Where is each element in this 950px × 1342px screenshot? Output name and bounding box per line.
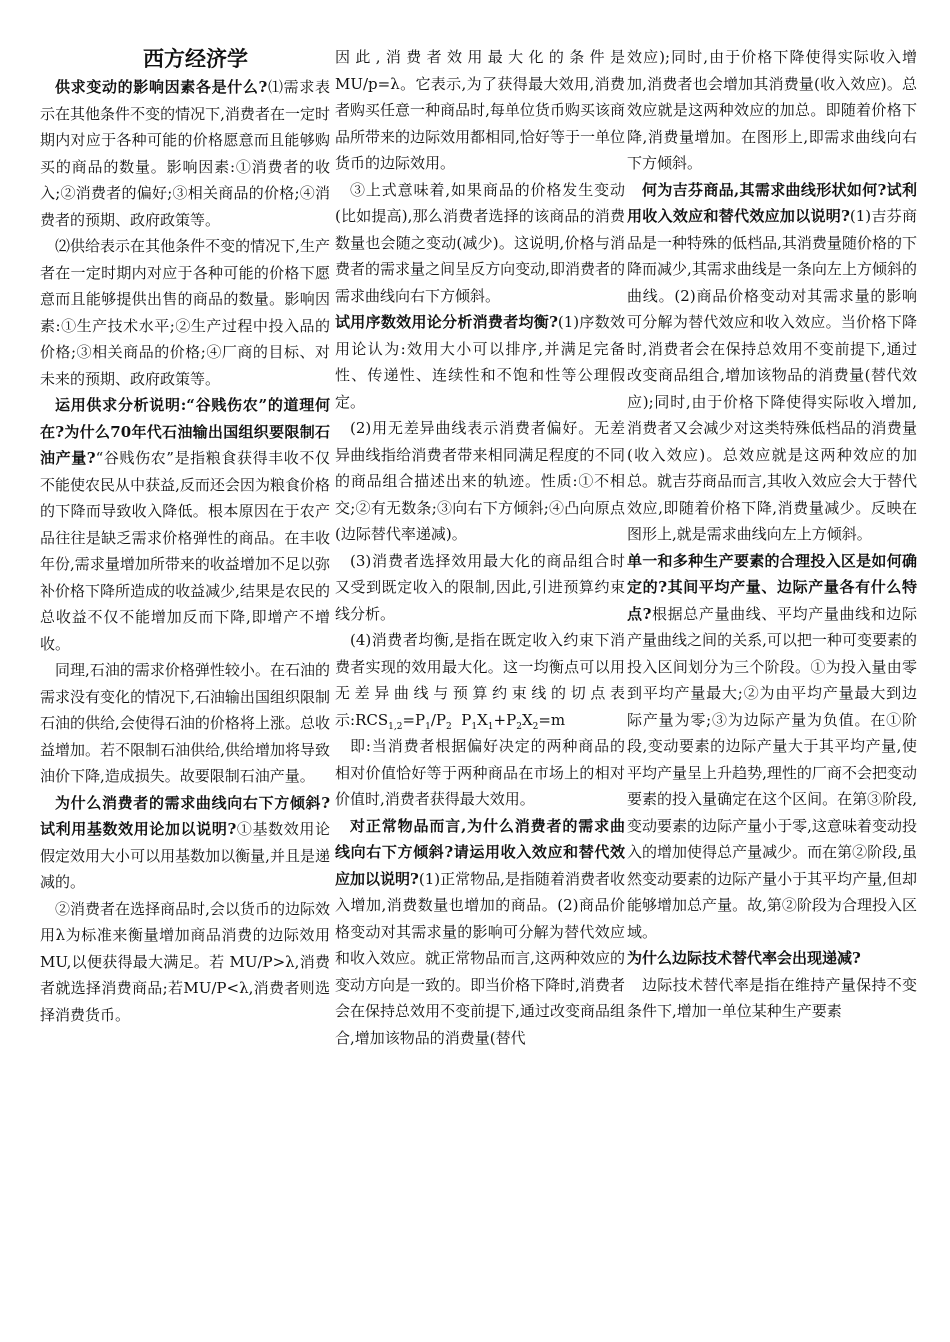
paragraph: (3)消费者选择效用最大化的商品组合时又受到既定收入的限制,因此,引进预算约束线分析。 [335, 551, 625, 623]
answer-text: ⑴需求表示在其他条件不变的情况下,消费者在一定时期内对应于各种可能的价格愿意而且能够购买的商品的数量。影响因素:①消费者的收入;②消费者的偏好;③相关商品的价格;④消费者的预期、政府政策等。 [40, 78, 330, 229]
paragraph [627, 945, 917, 972]
answer-text: (1)吉芬商品是一种特殊的低档品,其消费量随价格的下降而减少,其需求曲线是一条向左上方倾斜的曲线。(2)商品价格变动对其需求量的影响可分解为替代效应和收入效应。当价格下降时,消费者会在保持总效用不变前提下,通过改变商品组合,增加该物品的消费量(替代效应);同时,由于价格下降使得实际收入增加,消费者又会减少对这类特殊低档品的消费量(收入效应)。总效应就是这两种效应的加总。就吉芬商品而言,其收入效应会大于替代效应,即随着价格下降,消费量减少。反映在图形上,就是需求曲线向左上方倾斜。 [627, 207, 917, 543]
question-heading: 单一和多种生产要素的合理投入区是如何确定的?其间平均产量、边际产量各有什么特点? [627, 551, 917, 623]
paragraph [40, 790, 330, 896]
question-heading: 为什么消费者的需求曲线向右下方倾斜?试利用基数效用论加以说明? [40, 793, 330, 838]
paragraph [335, 309, 625, 415]
paragraph: ②消费者在选择商品时,会以货币的边际效用λ为标准来衡量增加商品消费的边际效用MU,以便获得最大满足。若 MU/P>λ,消费者就选择消费商品;若MU/P<λ,消费者则选择消费货币。 [40, 899, 330, 1024]
paragraph: 效应);同时,由于价格下降使得实际收入增加,消费者也会增加其消费量(收入效应)。总效应就是这两种效应的加总。即随着价格下降,消费量增加。在图形上,即需求曲线向右下方倾斜。 [627, 48, 917, 172]
paragraph: 即:当消费者根据偏好决定的两种商品的相对价值恰好等于两种商品在市场上的相对价值时,消费者获得最大效用。 [335, 737, 625, 808]
answer-text: (1)序数效用论认为:效用大小可以排序,并满足完备性、传递性、连续性和不饱和性等公理假定。 [335, 313, 625, 411]
paragraph [335, 813, 625, 1052]
equilibrium-equation: $RCS_{1,2}=P_1/P_2$ $P_1X_1+P_2X_2=m$ [355, 710, 566, 732]
paragraph [40, 74, 330, 233]
answer-text: 根据总产量曲线、平均产量曲线和边际产量曲线之间的关系,可以把一种可变要素的投入区间划分为三个阶段。①为投入量由零到平均产量最大;②为由平均产量最大到边际产量为零;③为边际产量为负值。在①阶段,变动要素的边际产量大于其平均产量,使平均产量呈上升趋势,理性的厂商不会把变动要素的投入量确定在这个区间。在第③阶段,变动要素的边际产量小于零,这意味着变动投入的增加使得总产量减少。而在第②阶段,虽然变动要素的边际产量小于其平均产量,但却能够增加总产量。故,第②阶段为合理投入区域。 [627, 604, 917, 941]
paragraph [335, 627, 625, 733]
paragraph: 边际技术替代率是指在维持产量保持不变条件下,增加一单位某种生产要素 [627, 975, 917, 1020]
answer-text: ①基数效用论假定效用大小可以用基数加以衡量,并且是递减的。 [40, 820, 330, 891]
question-heading: 对正常物品而言,为什么消费者的需求曲线向右下方倾斜?请运用收入效应和替代效应加以说明? [335, 816, 625, 888]
column-2 [335, 44, 625, 1051]
answer-text: “谷贱伤农”是指粮食获得丰收不仅不能使农民从中获益,反而还会因为粮食价格的下降而导致收入降低。根本原因在于农产品往往是缺乏需求价格弹性的商品。在丰收年份,需求量增加所带来的收益增加不足以弥补价格下降所造成的收益减少,结果是农民的总收益不仅不能增加反而下降,即增产不增收。 [40, 449, 330, 653]
paragraph [627, 177, 917, 548]
document-title: 西方经济学 [143, 46, 248, 71]
paragraph [40, 392, 330, 657]
paragraph: (2)用无差异曲线表示消费者偏好。无差异曲线指给消费者带来相同满足程度的不同的商品组合描述出来的轨迹。性质:①不相交;②有无数条;③向右下方倾斜;④凸向原点(边际替代率递减)。 [335, 419, 625, 543]
question-heading: 供求变动的影响因素各是什么? [55, 78, 268, 96]
column-1 [40, 44, 330, 1028]
paragraph: ⑵供给表示在其他条件不变的情况下,生产者在一定时期内对应于各种可能的价格下愿意而且能够提供出售的商品的数量。影响因素:①生产技术水平;②生产过程中投入品的价格;③相关商品的价格;④厂商的目标、对未来的预期、政府政策等。 [40, 237, 330, 388]
paragraph [627, 548, 917, 946]
paragraph: 同理,石油的需求价格弹性较小。在石油的需求没有变化的情况下,石油输出国组织限制石油的供给,会使得石油的价格将上涨。总收益增加。若不限制石油供给,供给增加将导致油价下降,造成损失。故要限制石油产量。 [40, 661, 330, 785]
paragraph: 因此,消费者效用最大化的条件是MU/p=λ。它表示,为了获得最大效用,消费者购买任意一种商品时,每单位货币购买该商品所带来的边际效用都相同,恰好等于一单位货币的边际效用。 [335, 48, 625, 172]
question-heading: 为什么边际技术替代率会出现递减? [627, 949, 861, 967]
question-heading: 何为吉芬商品,其需求曲线形状如何?试利用收入效应和替代效应加以说明? [627, 180, 917, 225]
column-3 [627, 44, 917, 1025]
answer-text: (4)消费者均衡,是指在既定收入约束下消费者实现的效用最大化。这一均衡点可以用无差异曲线与预算约束线的切点表示: [335, 631, 625, 729]
question-heading: 运用供求分析说明:“谷贱伤农”的道理何在?为什么70年代石油输出国组织要限制石油产量? [40, 396, 330, 467]
question-heading: 试用序数效用论分析消费者均衡? [335, 313, 558, 331]
paragraph: ③上式意味着,如果商品的价格发生变动(比如提高),那么消费者选择的该商品的消费数量也会随之变动(减少)。这说明,价格与消费者的需求量之间呈反方向变动,即消费者的需求曲线向右下方倾斜。 [335, 180, 625, 305]
answer-text: (1)正常物品,是指随着消费者收入增加,消费数量也增加的商品。(2)商品价格变动对其需求量的影响可分解为替代效应和收入效应。就正常物品而言,这两种效应的变动方向是一致的。即当价格下降时,消费者会在保持总效用不变前提下,通过改变商品组合,增加该物品的消费量(替代 [335, 869, 625, 1047]
